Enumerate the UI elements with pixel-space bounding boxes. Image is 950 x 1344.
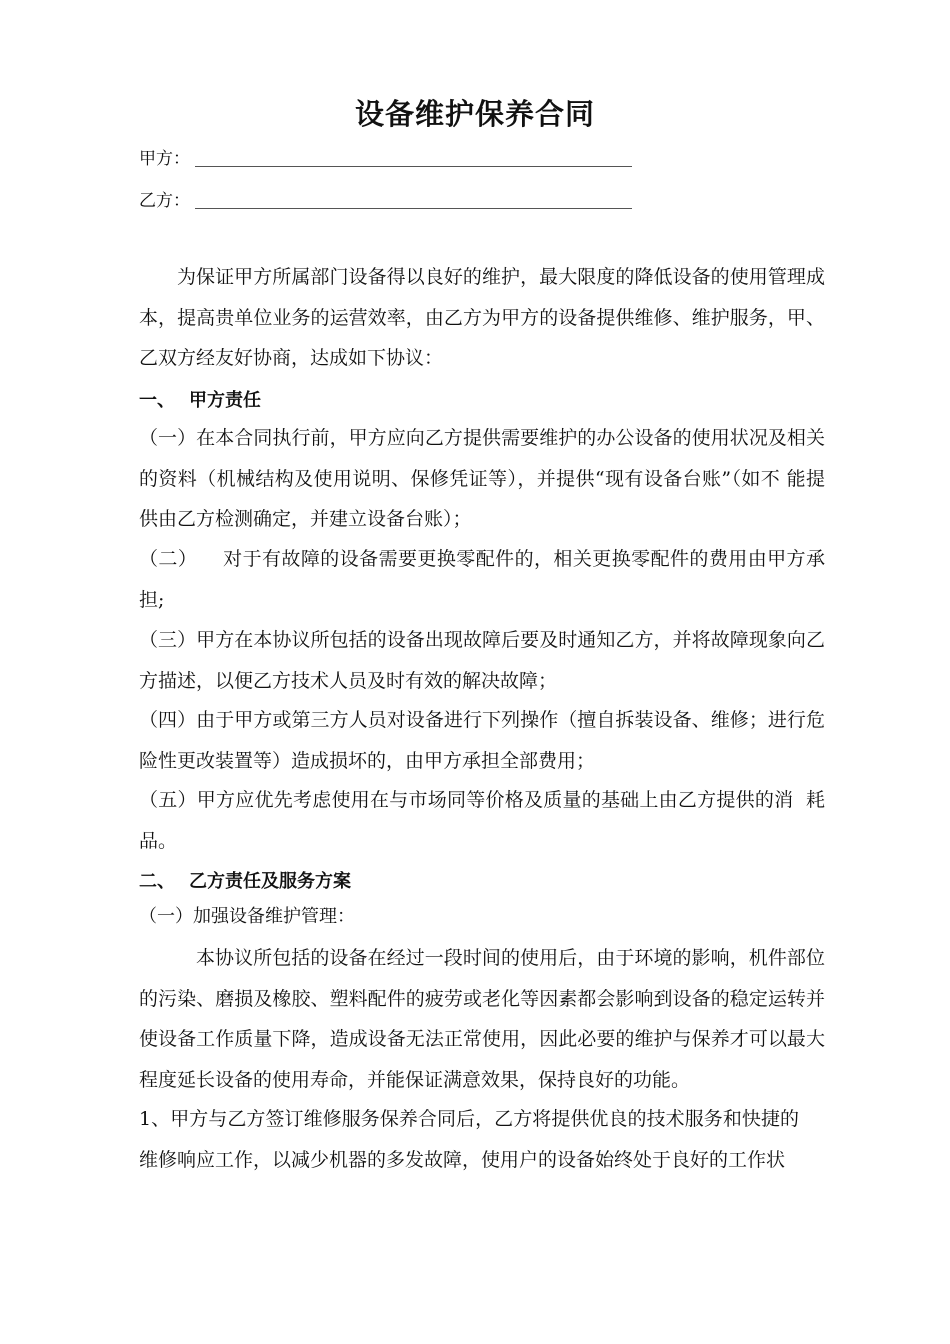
- section-1-item-2: （二） 对于有故障的设备需要更换零配件的，相关更换零配件的费用由甲方承担;: [139, 548, 825, 611]
- party-b-label: 乙方：: [139, 191, 190, 211]
- section-2-number: 二、: [139, 871, 175, 892]
- section-1-number: 一、: [139, 390, 175, 411]
- document-title: 设备维护保养合同: [354, 97, 595, 131]
- section-2-heading: [139, 867, 351, 893]
- section-1-item-1: （一）在本合同执行前，甲方应向乙方提供需要维护的办公设备的使用状况及相关的资料（机械结构及使用说明、保修凭证等），并提供“现有设备台账”（如不 能提供由乙方检测确定，并建立设备台账）；: [139, 427, 825, 530]
- section-2-point-1: 1、甲方与乙方签订维修服务保养合同后，乙方将提供优良的技术服务和快捷的维修响应工作，以减少机器的多发故障，使用户的设备始终处于良好的工作状: [139, 1108, 799, 1171]
- section-2-paragraph: 本协议所包括的设备在经过一段时间的使用后，由于环境的影响，机件部位的污染、磨损及橡胶、塑料配件的疲劳或老化等因素都会影响到设备的稳定运转并使设备工作质量下降，造成设备无法正常使用，因此必要的维护与保养才可以最大程度延长设备的使用寿命，并能保证满意效果，保持良好的功能。: [139, 947, 825, 1091]
- party-a-field: [139, 146, 190, 172]
- section-1-item-3: （三）甲方在本协议所包括的设备出现故障后要及时通知乙方，并将故障现象向乙方描述，以便乙方技术人员及时有效的解决故障；: [139, 629, 825, 692]
- section-1-item-4: （四）由于甲方或第三方人员对设备进行下列操作（擅自拆装设备、维修；进行危险性更改装置等）造成损坏的，由甲方承担全部费用；: [139, 709, 825, 772]
- section-2-subitem-1: （一）加强设备维护管理：: [139, 906, 355, 927]
- section-2-title: 乙方责任及服务方案: [189, 871, 351, 892]
- party-a-blank-line: [195, 166, 632, 167]
- section-1-item-5: （五）甲方应优先考虑使用在与市场同等价格及质量的基础上由乙方提供的消 耗品。: [139, 789, 825, 852]
- party-b-field: [139, 188, 190, 214]
- section-1-title: 甲方责任: [189, 390, 261, 411]
- party-a-label: 甲方：: [139, 149, 190, 169]
- intro-paragraph: 为保证甲方所属部门设备得以良好的维护，最大限度的降低设备的使用管理成本，提高贵单位业务的运营效率，由乙方为甲方的设备提供维修、维护服务，甲、乙双方经友好协商，达成如下协议：: [139, 266, 825, 369]
- section-1-heading: [139, 386, 261, 412]
- party-b-blank-line: [195, 208, 632, 209]
